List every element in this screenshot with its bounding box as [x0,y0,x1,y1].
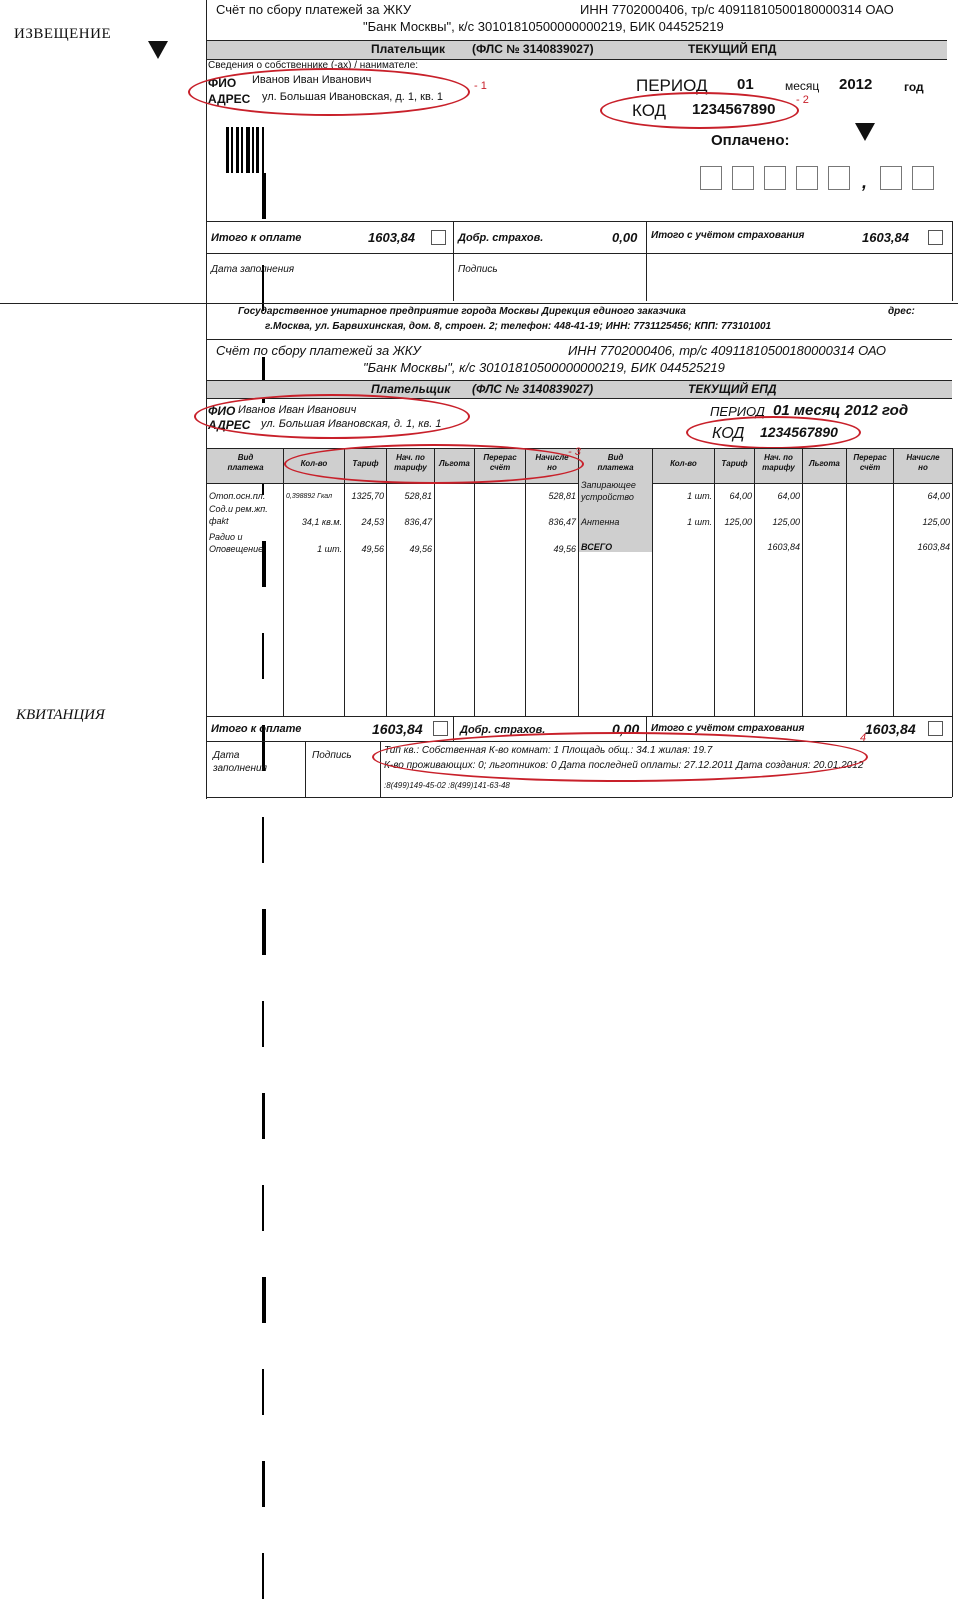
receipt-totals-top-line [207,716,952,717]
receipt-insurance-value: 0,00 [612,721,640,737]
receipt-period-value: 01 месяц 2012 год [773,402,909,419]
receipt-address-label: АДРЕС [208,418,251,432]
notice-side-label: ИЗВЕЩЕНИЕ [14,26,112,42]
rowR2-charged: 125,00 [922,517,950,527]
notice-address-label: АДРЕС [208,92,251,106]
notice-fio-value: Иванов Иван Иванович [252,74,372,86]
notice-section [0,0,960,303]
paid-comma: , [862,172,868,192]
annotation-mark-2: - 2 [796,94,809,106]
annotation-mark-1: - 1 [474,80,487,92]
row1-name: Отоп.осн.пл. [209,491,266,501]
notice-total-value: 1603,84 [368,230,415,245]
rowR2-name: Антенна [581,517,620,527]
notice-period-year: 2012 [839,76,873,93]
receipt-fio-value: Иванов Иван Иванович [238,404,357,416]
rowR3-charged: 1603,84 [917,542,950,552]
receipt-fio-label: ФИО [208,404,236,418]
receipt-total-value: 1603,84 [372,721,423,737]
receipt-col-line [453,716,454,741]
notice-insurance-label: Добр. страхов. [458,232,544,244]
notice-totals-mid-line [207,253,952,254]
paid-kopeck-box[interactable] [880,166,902,190]
notice-fls: (ФЛС № 3140839027) [472,42,594,56]
th-payment-type: Вид платежа [227,453,264,472]
table-col-line [652,448,653,716]
rowR1-name: Запирающее [581,480,636,490]
table-col-line [386,448,387,716]
table-col-line [846,448,847,716]
annotation-oval-code [600,92,799,129]
receipt-divider [206,304,207,799]
receipt-insurance-label: Добр. страхов. [460,724,546,736]
notice-total-checkbox[interactable] [431,230,446,245]
paid-digit-box[interactable] [700,166,722,190]
row2-qty: 34,1 кв.м. [301,517,342,527]
receipt-payer-label: Плательщик [371,382,451,396]
receipt-bank-name: "Банк Москвы", к/с 30101810500000000219, БИК 044525219 [363,360,725,375]
row1-tariff: 1325,70 [351,491,384,501]
receipt-sign-label: Подпись [312,750,352,761]
table-col-line [714,448,715,716]
receipt-total-checkbox[interactable] [433,721,448,736]
notice-sign-label: Подпись [458,264,498,275]
receipt-bank-inn: ИНН 7702000406, тр/с 40911810500180000314 ОАО [568,343,886,358]
notice-code-label: КОД [632,101,667,120]
notice-epd: ТЕКУЩИЙ ЕПД [688,42,777,56]
notice-paid-label: Оплачено: [711,132,790,149]
down-triangle-icon [855,123,875,141]
row3-name: Радио и [209,532,243,542]
table-col-line [802,448,803,716]
receipt-epd: ТЕКУЩИЙ ЕПД [688,382,777,396]
th-quantity: Кол-во [300,459,328,468]
rowR2-tariff: 125,00 [724,517,752,527]
receipt-address-value: ул. Большая Ивановская, д. 1, кв. 1 [261,418,442,430]
th-charged: Начисле но [906,453,940,472]
receipt-bank-title: Счёт по сбору платежей за ЖКУ [216,343,421,358]
row1-by-tariff: 528,81 [404,491,432,501]
notice-total-ins-checkbox[interactable] [928,230,943,245]
notice-col-line [646,221,647,301]
notice-totals-top-line [207,221,952,222]
table-col-line [578,448,579,716]
receipt-info-line1: Тип кв.: Собственная К-во комнат: 1 Площадь общ.: 34.1 жилая: 19.7 [384,745,713,756]
annotation-oval-info [372,732,868,782]
receipt-totals-bottom-line [207,797,952,798]
paid-digit-box[interactable] [732,166,754,190]
rowR2-by-tariff: 125,00 [772,517,800,527]
rowR3-name: ВСЕГО [581,542,613,552]
receipt-section [0,304,960,801]
th-by-tariff: Нач. по тарифу [394,453,427,472]
notice-total-ins-label: Итого с учётом страхования [651,230,805,241]
th-quantity: Кол-во [670,459,697,468]
table-col-line [474,448,475,716]
th-tariff: Тариф [352,459,379,468]
receipt-total-label: Итого к оплате [211,723,302,735]
row3-tariff: 49,56 [361,544,384,554]
receipt-info-line2: К-во проживающих: 0; льготников: 0 Дата последней оплаты: 27.12.2011 Дата создания: 20.01.2012 [384,760,864,771]
notice-period-month: 01 [737,76,754,93]
receipt-fls: (ФЛС № 3140839027) [472,382,594,396]
notice-bank-name: "Банк Москвы", к/с 30101810500000000219, БИК 044525219 [363,19,724,34]
th-benefit: Льгота [439,459,470,468]
notice-code-value: 1234567890 [692,101,776,118]
annotation-oval-fio [188,68,470,116]
rowR1-tariff: 64,00 [729,491,752,501]
paid-digit-box[interactable] [796,166,818,190]
rowR1-name-cont: устройство [581,492,634,502]
th-tariff: Тариф [721,459,748,468]
notice-date-label: Дата заполнения [211,264,295,275]
rowR1-charged: 64,00 [927,491,950,501]
notice-insurance-value: 0,00 [612,230,638,245]
notice-fio-label: ФИО [208,76,237,90]
receipt-bank-top-line [207,339,952,340]
paid-digit-box[interactable] [828,166,850,190]
th-benefit: Льгота [809,459,840,468]
receipt-code-label: КОД [712,425,745,442]
th-by-tariff: Нач. по тарифу [762,453,795,472]
table-right-border [952,448,953,716]
notice-barcode [226,127,264,173]
receipt-code-value: 1234567890 [760,424,838,440]
notice-period-label: ПЕРИОД [636,76,708,95]
notice-bank-title: Счёт по сбору платежей за ЖКУ [216,2,412,17]
receipt-org-suffix: дрес: [888,306,915,317]
row2-name: Сод.и рем.жп. [209,504,268,514]
notice-right-border [952,221,953,301]
receipt-right-border [952,716,953,797]
notice-col-line [453,221,454,301]
row1-charged: 528,81 [548,491,576,501]
row3-charged: 49,56 [553,544,576,554]
annotation-oval-header [284,444,584,484]
notice-bank-inn: ИНН 7702000406, тр/с 40911810500180000314 ОАО [580,2,894,17]
table-col-line [434,448,435,716]
receipt-phones: :8(499)149-45-02 :8(499)141-63-48 [384,781,510,790]
receipt-total-ins-label: Итого с учётом страхования [651,723,805,734]
table-col-line [525,448,526,716]
row2-name-cont: фаkt [209,516,229,526]
receipt-total-ins-value: 1603,84 [865,721,916,737]
receipt-org-line1: Государственное унитарное предприятие города Москвы Дирекция единого заказчика [238,306,686,317]
rowR2-qty: 1 шт. [687,517,712,527]
table-col-line [893,448,894,716]
receipt-col-line [305,741,306,797]
receipt-side-label: КВИТАНЦИЯ [16,707,105,723]
notice-owner-info: Сведения о собственнике (-ах) / нанимателе: [208,60,419,71]
annotation-oval-receipt-code [686,416,861,449]
th-payment-type: Вид платежа [597,453,634,472]
notice-address-value: ул. Большая Ивановская, д. 1, кв. 1 [262,91,444,103]
paid-kopeck-box[interactable] [912,166,934,190]
table-col-line [283,448,284,716]
paid-digit-box[interactable] [764,166,786,190]
rowR1-qty: 1 шт. [687,491,712,501]
annotation-oval-receipt-fio [194,394,470,439]
receipt-org-line2: г.Москва, ул. Барвихинская, дом. 8, строен. 2; телефон: 448-41-19; ИНН: 7731125456; КПП: 773101001 [265,321,772,332]
table-col-line [344,448,345,716]
th-recalc: Перерас счёт [853,453,887,472]
receipt-date-label: Дата заполнения [213,750,267,774]
receipt-period-label: ПЕРИОД [710,404,765,419]
row2-by-tariff: 836,47 [404,517,432,527]
row3-by-tariff: 49,56 [409,544,432,554]
row3-name-cont: Оповещение [209,544,264,554]
th-recalc: Перерас счёт [483,453,517,472]
notice-year-label: год [904,80,924,94]
notice-month-label: месяц [785,79,820,93]
annotation-mark-3: - 3 [568,446,581,458]
notice-total-ins-value: 1603,84 [862,230,909,245]
notice-payer-label: Плательщик [371,42,445,56]
row2-tariff: 24,53 [361,517,384,527]
down-triangle-icon [148,41,168,59]
row1-qty: 0,398892 Гкал [286,493,333,500]
row3-qty: 1 шт. [317,544,342,554]
th-charged: Начисле но [535,453,569,472]
annotation-mark-4: 4 [860,732,867,744]
notice-total-label: Итого к оплате [211,232,302,244]
rowR3-by-tariff: 1603,84 [767,542,800,552]
table-col-line [754,448,755,716]
row2-charged: 836,47 [548,517,576,527]
rowR1-by-tariff: 64,00 [777,491,800,501]
receipt-total-ins-checkbox[interactable] [928,721,943,736]
